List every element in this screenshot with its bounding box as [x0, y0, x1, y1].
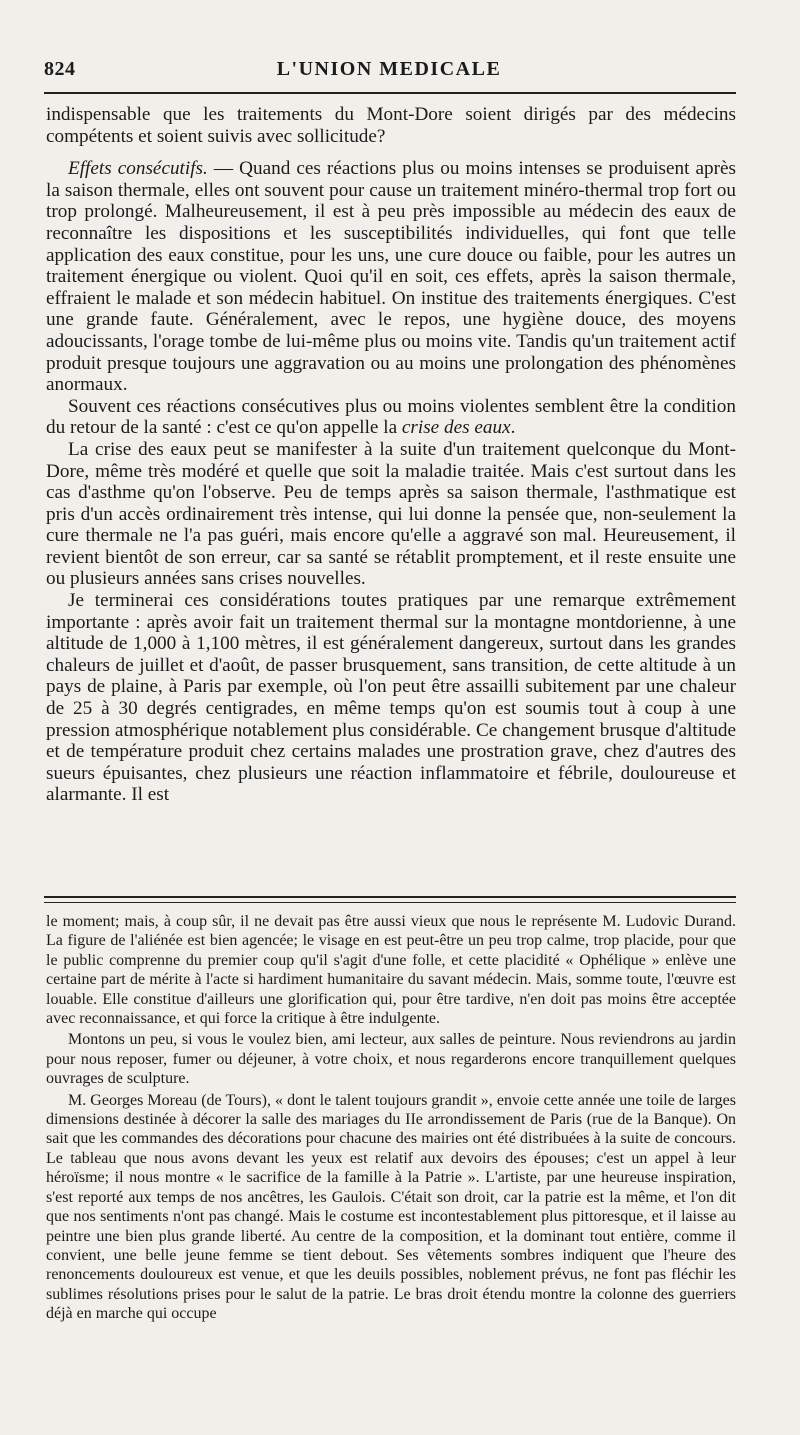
paragraph-text: — Quand ces réactions plus ou moins intenses se produisent après la saison thermale, elles ont souvent pour cause un traitement minéro-thermal trop fort ou trop prolongé. Malheureusement, il est à peu près impossible au médecin des eaux de reconnaître les dispositions et les susceptibilités individuelles, qui font que telle application des eaux constitue, pour les uns, une cure douce ou faible, pour les autres un traitement énergique ou violent. Quoi qu'il en soit, ces effets, après la saison thermale, effraient le malade et son médecin habituel. On institue des traitements énergiques. C'est une grande faute. Généralement, avec le repos, une hygiène douce, des moyens adoucissants, l'orage tombe de lui-même plus ou moins vite. Tandis qu'un traitement actif produit presque toujours une aggravation ou au moins une prolongation des phénomènes anormaux. [46, 158, 736, 396]
paragraph: le moment; mais, à coup sûr, il ne devait pas être aussi vieux que nous le représente M. Ludovic Durand. La figure de l'aliénée est bien agencée; le visage en est peut-être un peu trop calme, trop placide, pour que le public comprenne du premier coup qu'il s'agit d'une folle, et cette placidité « Ophélique » enlève une certaine part de mérite à l'acte si hardiment humanitaire du savant médecin. Mais, somme toute, l'œuvre est louable. Elle constitue d'ailleurs une glorification qui, pour être tardive, n'en doit pas moins être acceptée avec reconnaissance, et qui force la critique à être indulgente. [46, 913, 736, 1028]
paragraph-text: Souvent ces réactions consécutives plus ou moins violentes semblent être la condition du retour de la santé : c'est ce qu'on appelle la [46, 395, 736, 439]
running-title: L'UNION MEDICALE [276, 58, 502, 80]
paragraph-text: . [510, 417, 516, 439]
italic-term: crise des eaux [401, 417, 511, 439]
feuilleton-text [46, 912, 736, 1324]
page-number: 824 [44, 58, 76, 80]
paragraph: La crise des eaux peut se manifester à la suite d'un traitement quelconque du Mont-Dore, même très modéré et quelle que soit la maladie traitée. Mais c'est surtout dans les cas d'asthme qu'on l'observe. Peu de temps après sa saison thermale, l'asthmatique est pris d'un accès ordinairement très intense, qui lui donne la pensée que, non-seulement la cure thermale ne l'a pas guéri, mais encore qu'elle a aggravé son mal. Heureusement, il revient bientôt de son erreur, car sa santé se rétablit promptement, et il reste ensuite une ou plusieurs années sans crises nouvelles. [46, 438, 736, 590]
section-heading: Effets consécutifs. [68, 158, 208, 180]
paragraph: Montons un peu, si vous le voulez bien, ami lecteur, aux salles de peinture. Nous reviendrons au jardin pour nous reposer, fumer ou déjeuner, à votre choix, et nous regarderons encore tranquillement quelques ouvrages de sculpture. [46, 1031, 736, 1088]
main-text [46, 104, 736, 806]
paragraph [46, 158, 736, 396]
feuilleton-rule [44, 896, 736, 903]
paragraph: Je terminerai ces considérations toutes pratiques par une remarque extrêmement importante : après avoir fait un traitement thermal sur la montagne montdorienne, à une altitude de 1,000 à 1,100 mètres, il est généralement dangereux, surtout dans les grandes chaleurs de juillet et d'août, de passer brusquement, sans transition, de cette altitude à un pays de plaine, à Paris par exemple, où l'on peut être assailli subitement par une chaleur de 25 à 30 degrés centigrades, en même temps qu'on est soumis tout à coup à une pression atmosphérique notablement plus considérable. Ce changement brusque d'altitude et de température produit chez certains malades une prostration grave, chez d'autres des sueurs épuisantes, chez plusieurs une réaction inflammatoire et fébrile, douloureuse et alarmante. Il est [46, 590, 736, 806]
paragraph: M. Georges Moreau (de Tours), « dont le talent toujours grandit », envoie cette année une toile de larges dimensions destinée à décorer la salle des mariages du IIe arrondissement de Paris (rue de la Banque). On sait que les commandes des décorations pour chacune des mairies ont été distribuées à la suite de concours. Le tableau que nous avons devant les yeux est relatif aux devoirs des épouses; c'est un appel à leur héroïsme; il nous montre « le sacrifice de la famille à la Patrie ». L'artiste, par une heureuse inspiration, s'est reporté aux temps de nos ancêtres, les Gaulois. C'était son droit, car la patrie est la même, et l'on dit que nos sentiments n'ont pas changé. Mais le costume est incontestablement plus pittoresque, et il laisse au peintre une bien plus grande liberté. Au centre de la composition, et la dominant tout entière, comme il convient, une belle jeune femme se tient debout. Ses vêtements sombres indiquent que l'heure des renoncements douloureux est venue, et que les deuils possibles, noblement prévus, ne font pas fléchir les sublimes résolutions prises pour le salut de la patrie. Le bras droit étendu montre la colonne des guerriers déjà en marche qui occupe [46, 1091, 736, 1323]
paragraph: indispensable que les traitements du Mont-Dore soient dirigés par des médecins compétents et soient suivis avec sollicitude? [46, 104, 736, 147]
paragraph [46, 396, 736, 439]
header-rule [44, 92, 736, 94]
page-header [44, 58, 734, 88]
